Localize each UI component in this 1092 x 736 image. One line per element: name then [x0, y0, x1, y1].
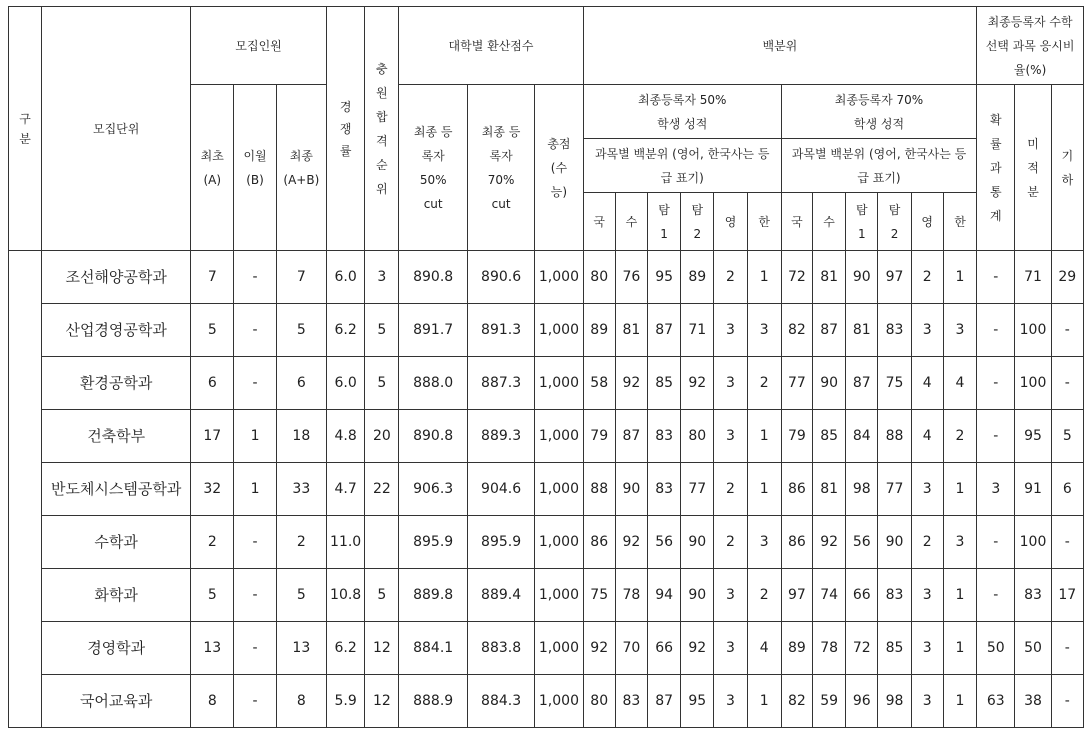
calculus-cell: 100 — [1015, 304, 1051, 357]
kor50-cell: 89 — [583, 304, 615, 357]
geometry-cell: - — [1051, 516, 1083, 569]
cut50-cell: 890.8 — [399, 251, 467, 304]
math50-cell: 76 — [615, 251, 647, 304]
cut70-cell: 883.8 — [467, 622, 534, 675]
wait-rank-cell: 5 — [365, 357, 399, 410]
t1-50-cell: 95 — [648, 251, 681, 304]
t2-70-cell: 75 — [878, 357, 911, 410]
final-count-cell: 5 — [276, 569, 326, 622]
header-quota: 모집인원 — [191, 7, 327, 85]
wait-rank-cell: 3 — [365, 251, 399, 304]
t1-50-cell: 87 — [648, 675, 681, 728]
t2-50-cell: 90 — [681, 569, 714, 622]
carry-count-cell: - — [234, 622, 276, 675]
geometry-cell: 29 — [1051, 251, 1083, 304]
eng50-cell: 2 — [714, 516, 747, 569]
header-score: 대학별 환산점수 — [399, 7, 583, 85]
prob-stat-cell: - — [977, 357, 1015, 410]
kor50-cell: 58 — [583, 357, 615, 410]
header-prob-stat: 확률과통계 — [977, 85, 1015, 251]
t2-50-cell: 71 — [681, 304, 714, 357]
header-math-50: 수 — [615, 193, 647, 251]
admission-results-table — [8, 6, 1084, 728]
cut70-cell: 890.6 — [467, 251, 534, 304]
header-hist-70: 한 — [943, 193, 976, 251]
t1-70-cell: 98 — [846, 463, 878, 516]
geometry-cell: - — [1051, 357, 1083, 410]
math50-cell: 92 — [615, 516, 647, 569]
table-row — [9, 569, 1084, 622]
calculus-cell: 100 — [1015, 357, 1051, 410]
cut70-cell: 895.9 — [467, 516, 534, 569]
t1-70-cell: 72 — [846, 622, 878, 675]
geometry-cell: 6 — [1051, 463, 1083, 516]
hist50-cell: 1 — [747, 410, 781, 463]
hist50-cell: 1 — [747, 463, 781, 516]
cut50-cell: 884.1 — [399, 622, 467, 675]
header-subject-70: 과목별 백분위 (영어, 한국사는 등급 표기) — [781, 139, 976, 193]
header-kor-50: 국 — [583, 193, 615, 251]
first-count-cell: 8 — [191, 675, 234, 728]
t2-70-cell: 90 — [878, 516, 911, 569]
t2-50-cell: 89 — [681, 251, 714, 304]
header-eng-70: 영 — [911, 193, 943, 251]
header-wait: 충원합격순위 — [365, 7, 399, 251]
eng70-cell: 2 — [911, 251, 943, 304]
eng70-cell: 3 — [911, 675, 943, 728]
t1-70-cell: 87 — [846, 357, 878, 410]
major-cell: 수학과 — [42, 516, 191, 569]
calculus-cell: 95 — [1015, 410, 1051, 463]
hist50-cell: 1 — [747, 675, 781, 728]
total-cell: 1,000 — [535, 569, 583, 622]
eng70-cell: 3 — [911, 569, 943, 622]
kor70-cell: 79 — [781, 410, 812, 463]
geometry-cell: 5 — [1051, 410, 1083, 463]
header-hist-50: 한 — [747, 193, 781, 251]
t2-50-cell: 90 — [681, 516, 714, 569]
cut70-cell: 887.3 — [467, 357, 534, 410]
cut70-cell: 891.3 — [467, 304, 534, 357]
kor50-cell: 92 — [583, 622, 615, 675]
wait-rank-cell: 12 — [365, 675, 399, 728]
eng50-cell: 2 — [714, 463, 747, 516]
t2-50-cell: 92 — [681, 622, 714, 675]
cut50-cell: 888.0 — [399, 357, 467, 410]
table-row — [9, 622, 1084, 675]
first-count-cell: 32 — [191, 463, 234, 516]
total-cell: 1,000 — [535, 463, 583, 516]
t1-50-cell: 83 — [648, 410, 681, 463]
kor70-cell: 97 — [781, 569, 812, 622]
math70-cell: 78 — [813, 622, 846, 675]
eng70-cell: 3 — [911, 622, 943, 675]
kor70-cell: 82 — [781, 304, 812, 357]
final-count-cell: 2 — [276, 516, 326, 569]
t2-50-cell: 95 — [681, 675, 714, 728]
final-count-cell: 8 — [276, 675, 326, 728]
kor50-cell: 88 — [583, 463, 615, 516]
math50-cell: 90 — [615, 463, 647, 516]
carry-count-cell: - — [234, 675, 276, 728]
hist50-cell: 3 — [747, 516, 781, 569]
header-first-sub: (A) — [203, 172, 222, 187]
carry-count-cell: - — [234, 516, 276, 569]
prob-stat-cell: - — [977, 410, 1015, 463]
wait-rank-cell: 22 — [365, 463, 399, 516]
math50-cell: 81 — [615, 304, 647, 357]
hist70-cell: 3 — [943, 516, 976, 569]
t2-50-cell: 92 — [681, 357, 714, 410]
calculus-cell: 38 — [1015, 675, 1051, 728]
wait-rank-cell — [365, 516, 399, 569]
header-group-50: 최종등록자 50% 학생 성적 — [583, 85, 781, 139]
cut50-cell: 889.8 — [399, 569, 467, 622]
t2-70-cell: 83 — [878, 304, 911, 357]
prob-stat-cell: - — [977, 251, 1015, 304]
eng70-cell: 3 — [911, 463, 943, 516]
t1-50-cell: 85 — [648, 357, 681, 410]
kor70-cell: 82 — [781, 675, 812, 728]
eng50-cell: 3 — [714, 569, 747, 622]
math70-cell: 74 — [813, 569, 846, 622]
header-eng-50: 영 — [714, 193, 747, 251]
cut50-cell: 906.3 — [399, 463, 467, 516]
carry-count-cell: - — [234, 304, 276, 357]
cut50-cell: 895.9 — [399, 516, 467, 569]
prob-stat-cell: 50 — [977, 622, 1015, 675]
ratio-cell: 6.2 — [327, 304, 365, 357]
geometry-cell: - — [1051, 622, 1083, 675]
t1-50-cell: 94 — [648, 569, 681, 622]
calculus-cell: 91 — [1015, 463, 1051, 516]
admission-results-table-wrapper — [8, 6, 1084, 728]
t2-70-cell: 88 — [878, 410, 911, 463]
carry-count-cell: - — [234, 357, 276, 410]
hist50-cell: 1 — [747, 251, 781, 304]
eng50-cell: 3 — [714, 675, 747, 728]
major-cell: 경영학과 — [42, 622, 191, 675]
t2-70-cell: 83 — [878, 569, 911, 622]
eng50-cell: 3 — [714, 304, 747, 357]
kor70-cell: 86 — [781, 516, 812, 569]
major-cell: 국어교육과 — [42, 675, 191, 728]
cut70-cell: 889.3 — [467, 410, 534, 463]
kor50-cell: 86 — [583, 516, 615, 569]
header-t2-70: 탐2 — [878, 193, 911, 251]
cut70-cell: 889.4 — [467, 569, 534, 622]
t2-70-cell: 77 — [878, 463, 911, 516]
t2-50-cell: 77 — [681, 463, 714, 516]
kor70-cell: 86 — [781, 463, 812, 516]
major-cell: 환경공학과 — [42, 357, 191, 410]
total-cell: 1,000 — [535, 516, 583, 569]
header-math-70: 수 — [813, 193, 846, 251]
total-cell: 1,000 — [535, 357, 583, 410]
hist70-cell: 1 — [943, 463, 976, 516]
header-final-label: 최종 — [289, 148, 313, 163]
eng50-cell: 3 — [714, 622, 747, 675]
table-row — [9, 463, 1084, 516]
math70-cell: 85 — [813, 410, 846, 463]
hist70-cell: 1 — [943, 251, 976, 304]
first-count-cell: 2 — [191, 516, 234, 569]
t1-70-cell: 84 — [846, 410, 878, 463]
hist70-cell: 1 — [943, 675, 976, 728]
final-count-cell: 5 — [276, 304, 326, 357]
kor50-cell: 80 — [583, 251, 615, 304]
prob-stat-cell: 63 — [977, 675, 1015, 728]
eng70-cell: 3 — [911, 304, 943, 357]
eng70-cell: 4 — [911, 357, 943, 410]
header-final-sub: (A+B) — [283, 172, 320, 187]
eng70-cell: 2 — [911, 516, 943, 569]
header-geometry: 기하 — [1051, 85, 1083, 251]
cut50-cell: 891.7 — [399, 304, 467, 357]
t1-70-cell: 56 — [846, 516, 878, 569]
prob-stat-cell: - — [977, 516, 1015, 569]
hist70-cell: 1 — [943, 569, 976, 622]
header-t1-70: 탐1 — [846, 193, 878, 251]
math70-cell: 81 — [813, 251, 846, 304]
first-count-cell: 5 — [191, 304, 234, 357]
t1-50-cell: 66 — [648, 622, 681, 675]
final-count-cell: 6 — [276, 357, 326, 410]
hist70-cell: 1 — [943, 622, 976, 675]
math50-cell: 70 — [615, 622, 647, 675]
ratio-cell: 6.0 — [327, 251, 365, 304]
t2-70-cell: 97 — [878, 251, 911, 304]
t1-70-cell: 90 — [846, 251, 878, 304]
math70-cell: 87 — [813, 304, 846, 357]
ratio-cell: 10.8 — [327, 569, 365, 622]
calculus-cell: 50 — [1015, 622, 1051, 675]
header-unit: 모집단위 — [42, 7, 191, 251]
prob-stat-cell: - — [977, 569, 1015, 622]
t2-70-cell: 98 — [878, 675, 911, 728]
first-count-cell: 13 — [191, 622, 234, 675]
table-row — [9, 410, 1084, 463]
total-cell: 1,000 — [535, 304, 583, 357]
hist50-cell: 3 — [747, 304, 781, 357]
header-gubun: 구분 — [9, 7, 42, 251]
t1-50-cell: 87 — [648, 304, 681, 357]
carry-count-cell: - — [234, 251, 276, 304]
t1-70-cell: 96 — [846, 675, 878, 728]
kor70-cell: 77 — [781, 357, 812, 410]
ratio-cell: 6.0 — [327, 357, 365, 410]
hist50-cell: 4 — [747, 622, 781, 675]
carry-count-cell: 1 — [234, 463, 276, 516]
math70-cell: 92 — [813, 516, 846, 569]
header-total: 총점 (수능) — [535, 85, 583, 251]
final-count-cell: 7 — [276, 251, 326, 304]
header-math-selection: 최종등록자 수학 선택 과목 응시비율(%) — [977, 7, 1084, 85]
ratio-cell: 4.7 — [327, 463, 365, 516]
header-carry-label: 이월 — [243, 148, 267, 163]
math70-cell: 90 — [813, 357, 846, 410]
header-final — [276, 85, 326, 251]
eng50-cell: 3 — [714, 357, 747, 410]
final-count-cell: 18 — [276, 410, 326, 463]
hist70-cell: 2 — [943, 410, 976, 463]
kor50-cell: 79 — [583, 410, 615, 463]
ratio-cell: 11.0 — [327, 516, 365, 569]
math50-cell: 78 — [615, 569, 647, 622]
header-t2-50: 탐2 — [681, 193, 714, 251]
t1-70-cell: 81 — [846, 304, 878, 357]
table-header — [9, 7, 1084, 251]
math70-cell: 59 — [813, 675, 846, 728]
first-count-cell: 5 — [191, 569, 234, 622]
header-first — [191, 85, 234, 251]
table-row — [9, 357, 1084, 410]
cut50-cell: 890.8 — [399, 410, 467, 463]
math50-cell: 87 — [615, 410, 647, 463]
header-percentile: 백분위 — [583, 7, 977, 85]
kor50-cell: 75 — [583, 569, 615, 622]
geometry-cell: 17 — [1051, 569, 1083, 622]
cut70-cell: 904.6 — [467, 463, 534, 516]
ratio-cell: 6.2 — [327, 622, 365, 675]
eng50-cell: 3 — [714, 410, 747, 463]
wait-rank-cell: 12 — [365, 622, 399, 675]
wait-rank-cell: 5 — [365, 304, 399, 357]
header-ratio: 경쟁률 — [327, 7, 365, 251]
kor50-cell: 80 — [583, 675, 615, 728]
total-cell: 1,000 — [535, 410, 583, 463]
header-carry-sub: (B) — [246, 172, 264, 187]
hist50-cell: 2 — [747, 569, 781, 622]
math70-cell: 81 — [813, 463, 846, 516]
header-t1-50: 탐1 — [648, 193, 681, 251]
carry-count-cell: - — [234, 569, 276, 622]
first-count-cell: 6 — [191, 357, 234, 410]
header-cut70: 최종 등록자 70% cut — [467, 85, 534, 251]
table-row — [9, 304, 1084, 357]
major-cell: 건축학부 — [42, 410, 191, 463]
header-group-70: 최종등록자 70% 학생 성적 — [781, 85, 976, 139]
hist70-cell: 3 — [943, 304, 976, 357]
final-count-cell: 33 — [276, 463, 326, 516]
header-cut50: 최종 등록자 50% cut — [399, 85, 467, 251]
math50-cell: 92 — [615, 357, 647, 410]
total-cell: 1,000 — [535, 675, 583, 728]
cut70-cell: 884.3 — [467, 675, 534, 728]
t1-50-cell: 56 — [648, 516, 681, 569]
wait-rank-cell: 5 — [365, 569, 399, 622]
total-cell: 1,000 — [535, 622, 583, 675]
calculus-cell: 71 — [1015, 251, 1051, 304]
geometry-cell: - — [1051, 304, 1083, 357]
math50-cell: 83 — [615, 675, 647, 728]
header-carry — [234, 85, 276, 251]
major-cell: 조선해양공학과 — [42, 251, 191, 304]
calculus-cell: 83 — [1015, 569, 1051, 622]
major-cell: 산업경영공학과 — [42, 304, 191, 357]
cut50-cell: 888.9 — [399, 675, 467, 728]
header-kor-70: 국 — [781, 193, 812, 251]
t1-50-cell: 83 — [648, 463, 681, 516]
kor70-cell: 72 — [781, 251, 812, 304]
header-subject-50: 과목별 백분위 (영어, 한국사는 등급 표기) — [583, 139, 781, 193]
table-row — [9, 516, 1084, 569]
ratio-cell: 5.9 — [327, 675, 365, 728]
hist50-cell: 2 — [747, 357, 781, 410]
final-count-cell: 13 — [276, 622, 326, 675]
hist70-cell: 4 — [943, 357, 976, 410]
major-cell: 화학과 — [42, 569, 191, 622]
ratio-cell: 4.8 — [327, 410, 365, 463]
gubun-cell — [9, 251, 42, 728]
table-body — [9, 251, 1084, 728]
prob-stat-cell: - — [977, 304, 1015, 357]
t2-50-cell: 80 — [681, 410, 714, 463]
total-cell: 1,000 — [535, 251, 583, 304]
table-row — [9, 675, 1084, 728]
t1-70-cell: 66 — [846, 569, 878, 622]
kor70-cell: 89 — [781, 622, 812, 675]
eng50-cell: 2 — [714, 251, 747, 304]
t2-70-cell: 85 — [878, 622, 911, 675]
first-count-cell: 7 — [191, 251, 234, 304]
header-first-label: 최초 — [200, 148, 224, 163]
calculus-cell: 100 — [1015, 516, 1051, 569]
major-cell: 반도체시스템공학과 — [42, 463, 191, 516]
header-calculus: 미적분 — [1015, 85, 1051, 251]
wait-rank-cell: 20 — [365, 410, 399, 463]
prob-stat-cell: 3 — [977, 463, 1015, 516]
eng70-cell: 4 — [911, 410, 943, 463]
first-count-cell: 17 — [191, 410, 234, 463]
carry-count-cell: 1 — [234, 410, 276, 463]
table-row — [9, 251, 1084, 304]
geometry-cell: - — [1051, 675, 1083, 728]
